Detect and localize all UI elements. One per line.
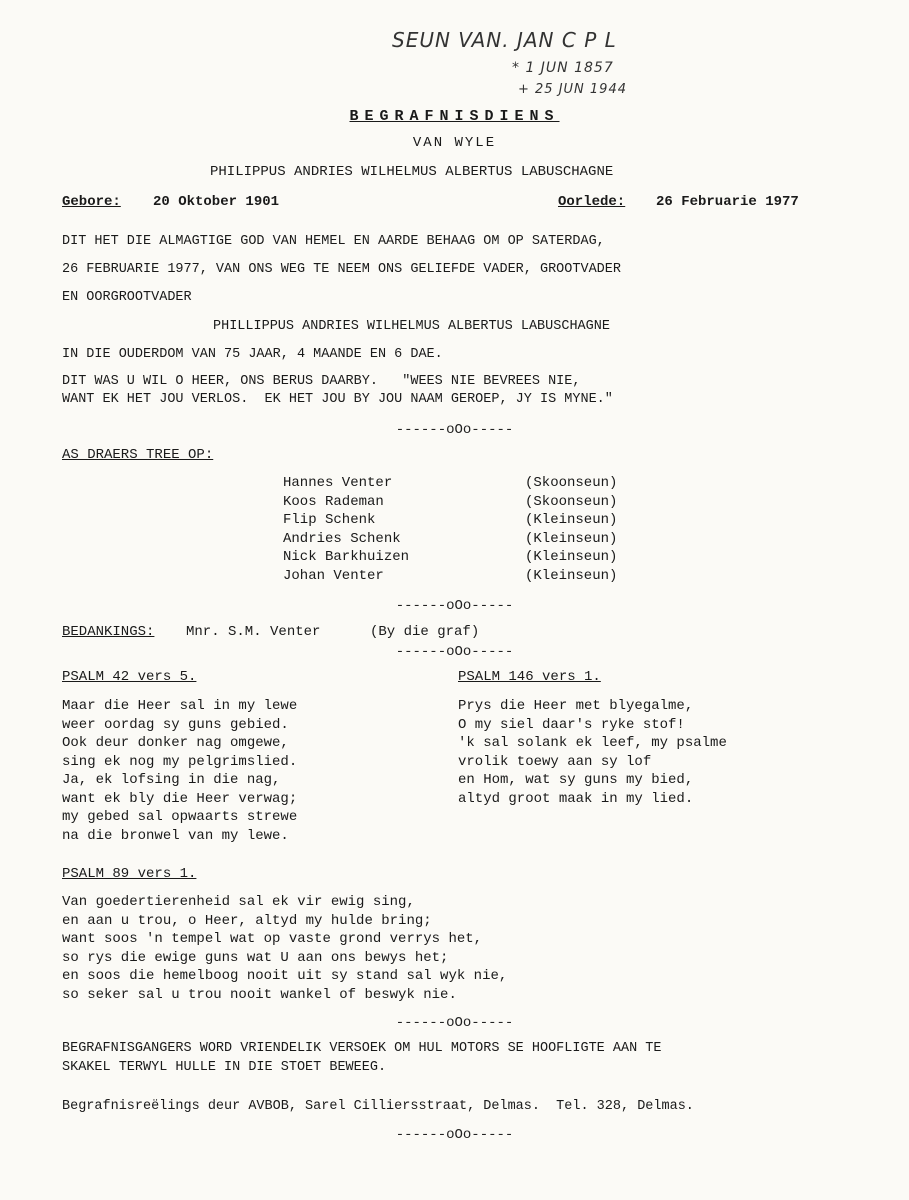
verse-line: want soos 'n tempel wat op vaste grond verrys het, [62, 931, 483, 947]
bearer-relation: (Kleinseun) [525, 567, 618, 584]
bearer-row [283, 530, 643, 549]
bearer-name: Johan Venter [283, 567, 384, 584]
handwritten-note-line2: * 1 JUN 1857 [512, 60, 614, 76]
verse-line: my gebed sal opwaarts strewe [62, 809, 298, 825]
handwritten-note-line3: + 25 JUN 1944 [518, 82, 627, 97]
bearer-row [283, 567, 643, 586]
psalm89-heading: PSALM 89 vers 1. [62, 866, 197, 882]
verse-line: Ja, ek lofsing in die nag, [62, 772, 281, 788]
born-label: Gebore: [62, 194, 121, 210]
bearers-heading: AS DRAERS TREE OP: [62, 447, 214, 463]
announcement-age: IN DIE OUDERDOM VAN 75 JAAR, 4 MAANDE EN 6 DAE. [62, 347, 443, 362]
verse-line: Van goedertierenheid sal ek vir ewig sing, [62, 894, 415, 910]
announcement-quote-line2: WANT EK HET JOU VERLOS. EK HET JOU BY JOU NAAM GEROEP, JY IS MYNE." [62, 392, 613, 407]
verse-line: en soos die hemelboog nooit uit sy stand sal wyk nie, [62, 968, 508, 984]
psalm146-heading: PSALM 146 vers 1. [458, 669, 601, 685]
verse-line: vrolik toewy aan sy lof [458, 753, 652, 770]
bearer-row [283, 511, 643, 530]
verse-line: weer oordag sy guns gebied. [62, 716, 289, 733]
bearer-relation: (Skoonseun) [525, 475, 618, 491]
verse-line: so seker sal u trou nooit wankel of beswyk nie. [62, 986, 457, 1003]
bearer-name: Flip Schenk [283, 512, 376, 528]
notice-line1: BEGRAFNISGANGERS WORD VRIENDELIK VERSOEK OM HUL MOTORS SE HOOFLIGTE AAN TE [62, 1041, 662, 1056]
document-subtitle: VAN WYLE [412, 135, 497, 151]
separator: ------oOo----- [395, 598, 514, 614]
announcement-line3: EN OORGROOTVADER [62, 290, 192, 305]
thanks-place: (By die graf) [370, 624, 480, 640]
separator: ------oOo----- [395, 644, 514, 660]
separator: ------oOo----- [395, 1127, 514, 1143]
document-title: BEGRAFNISDIENS [349, 108, 560, 125]
psalm42-verse [62, 697, 297, 845]
bearer-relation: (Kleinseun) [525, 549, 618, 565]
bearer-row [283, 548, 643, 567]
psalm89-verse [62, 893, 507, 1004]
verse-line: Ook deur donker nag omgewe, [62, 735, 289, 751]
died-value: 26 Februarie 1977 [656, 194, 799, 210]
verse-line: altyd groot maak in my lied. [458, 790, 694, 807]
bearer-relation: (Skoonseun) [525, 493, 618, 510]
bearer-row [283, 474, 643, 493]
announcement-line1: DIT HET DIE ALMAGTIGE GOD VAN HEMEL EN AARDE BEHAAG OM OP SATERDAG, [62, 234, 605, 249]
thanks-person: Mnr. S.M. Venter [186, 624, 321, 640]
verse-line: so rys die ewige guns wat U aan ons bewys het; [62, 949, 449, 966]
announcement-line2: 26 FEBRUARIE 1977, VAN ONS WEG TE NEEM ONS GELIEFDE VADER, GROOTVADER [62, 262, 621, 277]
verse-line: en aan u trou, o Heer, altyd my hulde bring; [62, 912, 432, 929]
deceased-name: PHILIPPUS ANDRIES WILHELMUS ALBERTUS LABUSCHAGNE [210, 164, 614, 180]
announcement-quote-line1: DIT WAS U WIL O HEER, ONS BERUS DAARBY. "WEES NIE BEVREES NIE, [62, 374, 581, 389]
verse-line: 'k sal solank ek leef, my psalme [458, 735, 727, 751]
separator: ------oOo----- [395, 1015, 514, 1031]
bearer-relation: (Kleinseun) [525, 530, 618, 547]
thanks-label: BEDANKINGS: [62, 624, 155, 640]
funeral-arrangements: Begrafnisreëlings deur AVBOB, Sarel Cilliersstraat, Delmas. Tel. 328, Delmas. [62, 1099, 694, 1114]
verse-line: Maar die Heer sal in my lewe [62, 698, 298, 714]
verse-line: O my siel daar's ryke stof! [458, 716, 685, 733]
verse-line: sing ek nog my pelgrimslied. [62, 753, 298, 770]
handwritten-note-line1: SEUN VAN. JAN C P L [392, 28, 617, 52]
announcement-name: PHILLIPPUS ANDRIES WILHELMUS ALBERTUS LABUSCHAGNE [213, 319, 610, 334]
notice-line2: SKAKEL TERWYL HULLE IN DIE STOET BEWEEG. [62, 1060, 387, 1075]
psalm146-verse [458, 697, 727, 808]
bearer-name: Andries Schenk [283, 530, 401, 547]
bearer-name: Koos Rademan [283, 493, 384, 510]
separator: ------oOo----- [395, 422, 514, 438]
verse-line: en Hom, wat sy guns my bied, [458, 772, 694, 788]
verse-line: want ek bly die Heer verwag; [62, 790, 298, 807]
bearers-list [283, 474, 643, 585]
psalm42-heading: PSALM 42 vers 5. [62, 669, 197, 685]
verse-line: na die bronwel van my lewe. [62, 827, 289, 844]
bearer-relation: (Kleinseun) [525, 512, 618, 528]
verse-line: Prys die Heer met blyegalme, [458, 698, 694, 714]
bearer-name: Hannes Venter [283, 475, 393, 491]
died-label: Oorlede: [558, 194, 626, 210]
bearer-row [283, 493, 643, 512]
bearer-name: Nick Barkhuizen [283, 549, 410, 565]
born-value: 20 Oktober 1901 [153, 194, 280, 210]
